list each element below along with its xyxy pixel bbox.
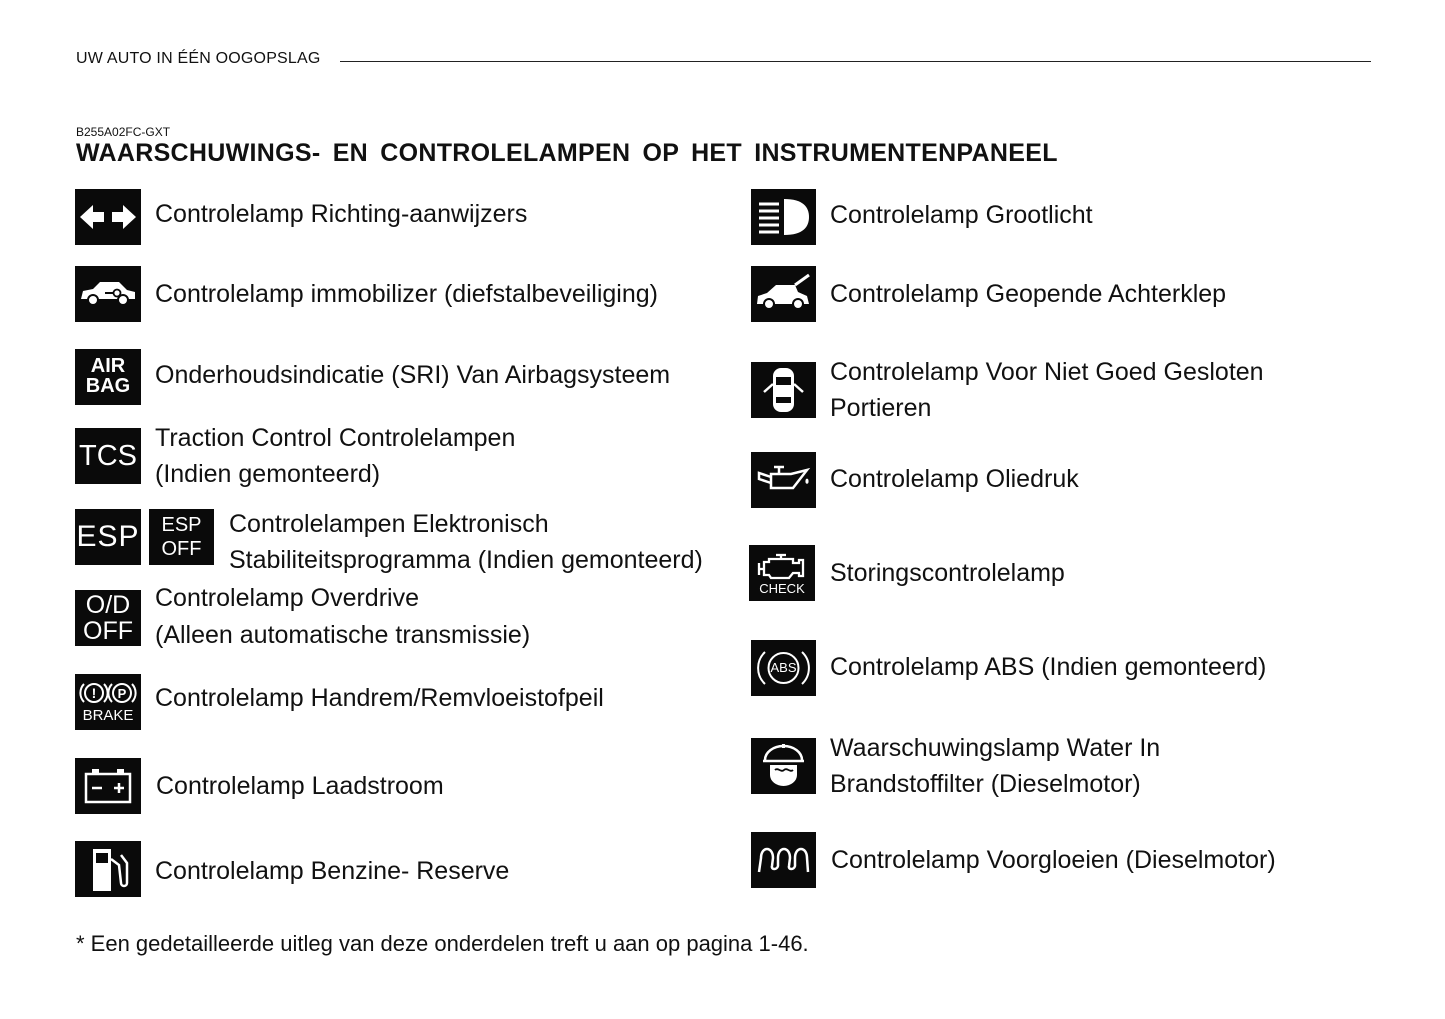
immobilizer-car-key-icon [75, 266, 141, 322]
esp-icon-text: ESP [76, 520, 140, 553]
check-engine-icon-text: CHECK [759, 581, 805, 596]
label-water-line1: Waarschuwingslamp Water In [830, 734, 1161, 762]
svg-text:P: P [117, 686, 127, 701]
airbag-icon-text-1: AIR [90, 355, 126, 377]
brake-icon [75, 674, 141, 730]
abs-icon-text: ABS [770, 660, 797, 675]
label-esp-line2: Stabiliteitsprogramma (Indien gemonteerd) [229, 546, 703, 574]
esp-off-icon [149, 509, 214, 565]
label-abs: Controlelamp ABS (Indien gemonteerd) [830, 653, 1267, 681]
battery-icon [75, 758, 141, 814]
label-battery: Controlelamp Laadstroom [156, 772, 444, 800]
label-check-engine: Storingscontrolelamp [830, 559, 1065, 587]
document-code: B255A02FC-GXT [76, 125, 171, 139]
section-header: UW AUTO IN ÉÉN OOGOPSLAG [76, 50, 321, 67]
check-engine-icon [749, 545, 815, 601]
label-immobilizer: Controlelamp immobilizer (diefstalbeveiliging) [155, 280, 658, 308]
footnote: * Een gedetailleerde uitleg van deze onderdelen treft u aan op pagina 1-46. [76, 931, 809, 956]
label-high-beam: Controlelamp Grootlicht [830, 201, 1093, 229]
header-rule [340, 61, 1371, 62]
label-overdrive-line1: Controlelamp Overdrive [155, 584, 419, 612]
label-brake: Controlelamp Handrem/Remvloeistofpeil [155, 684, 604, 712]
airbag-icon [75, 349, 141, 405]
fuel-pump-icon [75, 841, 141, 897]
label-glow-plug: Controlelamp Voorgloeien (Dieselmotor) [831, 846, 1276, 874]
abs-icon [751, 640, 816, 696]
open-tailgate-icon [751, 266, 816, 322]
od-off-icon-text-2: OFF [83, 617, 133, 645]
esp-off-icon-text-1: ESP [161, 514, 202, 536]
water-in-fuel-icon [751, 738, 816, 794]
tcs-icon [75, 428, 141, 484]
page-title: WAARSCHUWINGS- EN CONTROLELAMPEN OP HET INSTRUMENTENPANEEL [76, 139, 1058, 167]
label-turn-signals: Controlelamp Richting-aanwijzers [155, 200, 528, 228]
label-oil: Controlelamp Oliedruk [830, 465, 1079, 493]
label-fuel: Controlelamp Benzine- Reserve [155, 857, 510, 885]
esp-off-icon-text-2: OFF [161, 538, 202, 560]
high-beam-icon [751, 189, 816, 245]
svg-text:!: ! [91, 685, 97, 701]
label-overdrive-line2: (Alleen automatische transmissie) [155, 621, 531, 649]
label-esp-line1: Controlelampen Elektronisch [229, 510, 549, 538]
door-open-icon [751, 362, 816, 418]
label-tcs-line1: Traction Control Controlelampen [155, 424, 516, 452]
brake-icon-text: BRAKE [82, 707, 134, 724]
label-water-line2: Brandstoffilter (Dieselmotor) [830, 770, 1141, 798]
od-off-icon-text-1: O/D [85, 591, 131, 619]
label-tailgate: Controlelamp Geopende Achterklep [830, 280, 1227, 308]
oil-can-icon [751, 452, 816, 508]
label-doors-line1: Controlelamp Voor Niet Goed Gesloten [830, 358, 1264, 386]
od-off-icon [75, 590, 141, 646]
esp-icon [75, 509, 141, 565]
label-doors-line2: Portieren [830, 394, 932, 422]
airbag-icon-text-2: BAG [85, 375, 131, 397]
label-tcs-line2: (Indien gemonteerd) [155, 460, 381, 488]
label-airbag: Onderhoudsindicatie (SRI) Van Airbagsysteem [155, 361, 671, 389]
turn-signal-arrows-icon [75, 189, 141, 245]
tcs-icon-text: TCS [79, 440, 137, 472]
glow-plug-icon [751, 832, 816, 888]
